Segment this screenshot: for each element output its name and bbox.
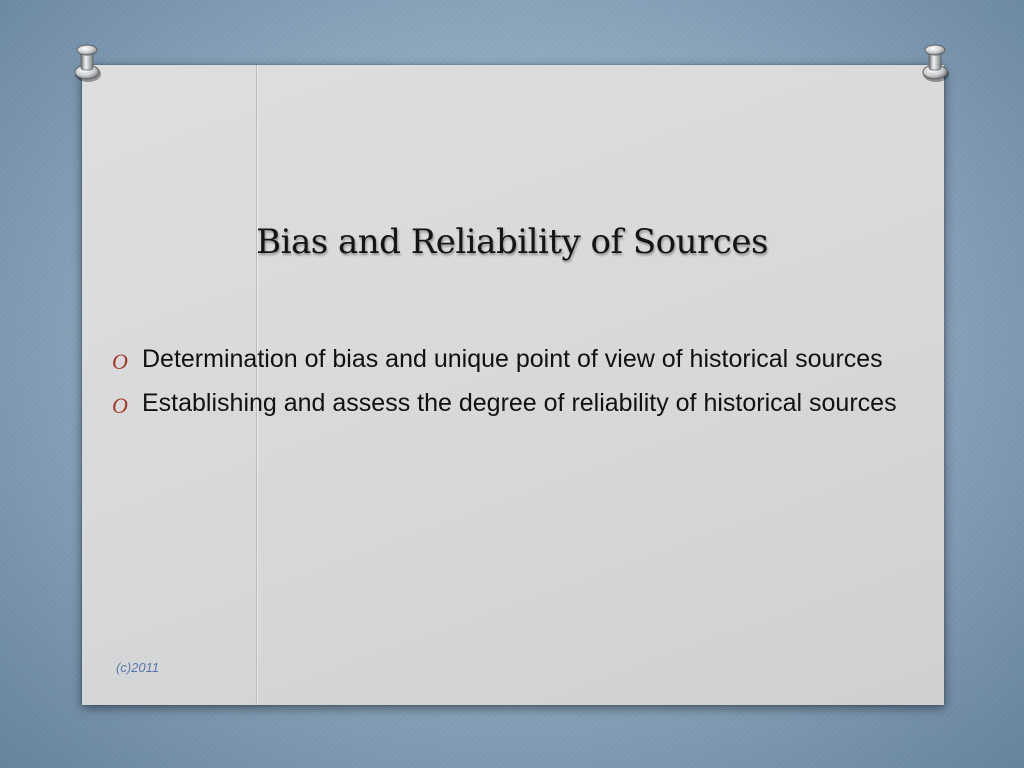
footer-copyright: (c)2011 [116,660,160,675]
bullet-list [110,340,940,428]
bullet-text: Determination of bias and unique point of view of historical sources [142,345,883,373]
pushpin-icon [70,42,104,86]
slide-title: Bias and Reliability of Sources [256,222,768,262]
bullet-marker: O [112,393,128,418]
bullet-text: Establishing and assess the degree of reliability of historical sources [142,389,897,417]
pushpin-icon [918,42,952,86]
bullet-item [110,384,940,422]
bullet-item [110,340,940,378]
bullet-marker: O [112,349,128,374]
